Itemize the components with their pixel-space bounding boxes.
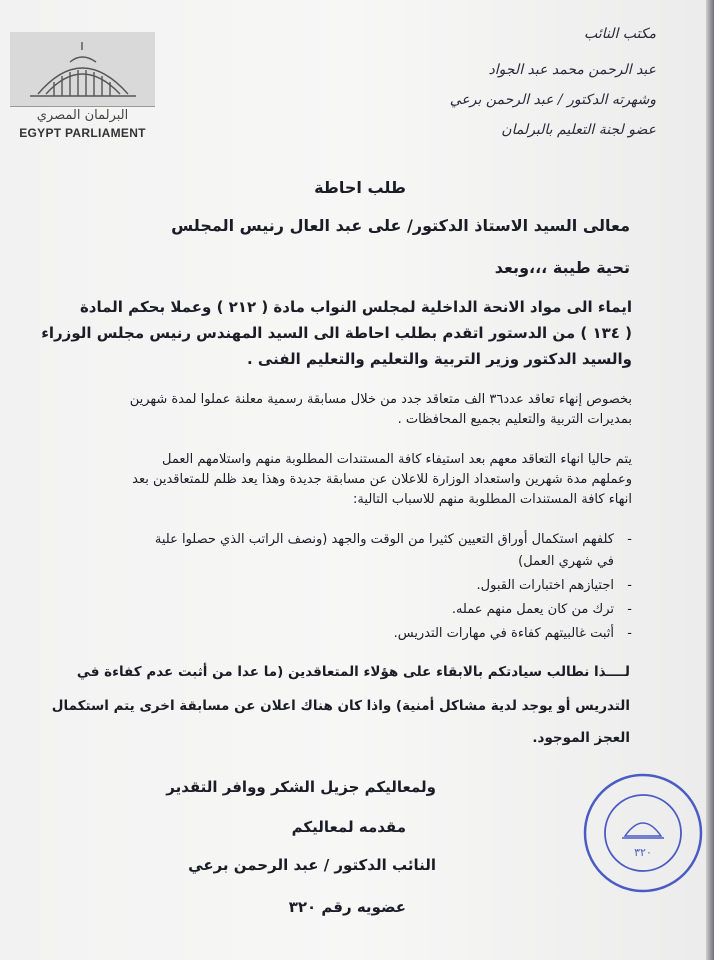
document-title: طلب احاطة [314,178,406,197]
para1-line3: والسيد الدكتور وزير التربية والتعليم والتعليم الفنى . [247,350,632,368]
header-office: مكتب النائب [584,26,656,42]
signatory-name: النائب الدكتور / عبد الرحمن برعي [188,856,436,874]
para3-line3: انهاء كافة المستندات المطلوبة منهم للاسباب التالية: [353,492,632,507]
para2-line2: بمديرات التربية والتعليم بجميع المحافظات . [397,412,632,427]
membership-number: عضويه رقم ٣٢٠ [288,898,406,916]
logo-arabic-text: البرلمان المصري [36,108,129,123]
reason-item: - ترك من كان يعمل منهم عمله. [452,602,614,617]
header-committee: عضو لجنة التعليم بالبرلمان [501,122,656,138]
reason-item: - اجتيازهم اختبارات القبول. [477,578,614,593]
header-name: عبد الرحمن محمد عبد الجواد [488,62,656,78]
official-stamp [580,770,706,900]
para4-line3: العجز الموجود. [532,730,630,746]
logo-english-text: EGYPT PARLIAMENT [19,126,146,140]
header-known-as: وشهرته الدكتور / عبد الرحمن برعي [449,92,656,108]
svg-text:النائب الدكتور عبد الرحمن برعي [580,770,586,773]
addressee-line: معالى السيد الاستاذ الدكتور/ على عبد العال رنيس المجلس [171,216,630,235]
para1-line1: ايماء الى مواد الانحة الداخلية لمجلس النواب مادة ( ٢١٢ ) وعملا بحكم المادة [79,298,632,316]
dome-icon [10,32,155,106]
para4-line2: التدريس أو يوجد لدية مشاكل أمنية) واذا كان هناك اعلان عن مسابقة اخرى يتم استكمال [51,698,630,714]
para2-line1: بخصوص إنهاء تعاقد عدد٣٦ الف متعاقد جدد من خلال مسابقة رسمية معلنة عملوا لمدة شهرين [129,392,632,407]
parliament-logo [10,32,155,140]
para4-line1: لــــذا نطالب سيادتكم بالابقاء على هؤلاء المتعاقدين (ما عدا من أثبت عدم كفاءة في [76,664,630,680]
reason-item: - كلفهم استكمال أوراق التعيين كثيرا من الوقت والجهد (ونصف الراتب الذي حصلوا علية [155,532,614,547]
para3-line2: وعملهم مدة شهرين واستعداد الوزارة للاعلان عن مسابقة جديدة وهذا يعد ظلم للمتعاقدين بعد [132,472,632,487]
para1-line2: ( ١٣٤ ) من الدستور اتقدم بطلب احاطة الى السيد المهندس رنيس مجلس الوزراء [41,324,632,342]
stamp-number: ٣٢٠ [634,846,652,859]
greeting-line: تحية طيبة ،،،وبعد [494,258,630,277]
reason-item-continued: في شهري العمل) [518,554,614,569]
stamp-seal-icon [580,770,706,896]
closing-presented: مقدمه لمعاليكم [291,818,406,836]
reason-item: - أثبت غالبيتهم كفاءة في مهارات التدريس. [394,626,614,641]
stamp-ring-text [580,770,586,773]
closing-thanks: ولمعاليكم جزيل الشكر ووافر التقدير [166,778,436,796]
para3-line1: يتم حاليا انهاء التعاقد معهم بعد استيفاء كافة المستندات المطلوبة منهم واستلامهم العمل [162,452,632,467]
logo-emblem [10,32,155,107]
